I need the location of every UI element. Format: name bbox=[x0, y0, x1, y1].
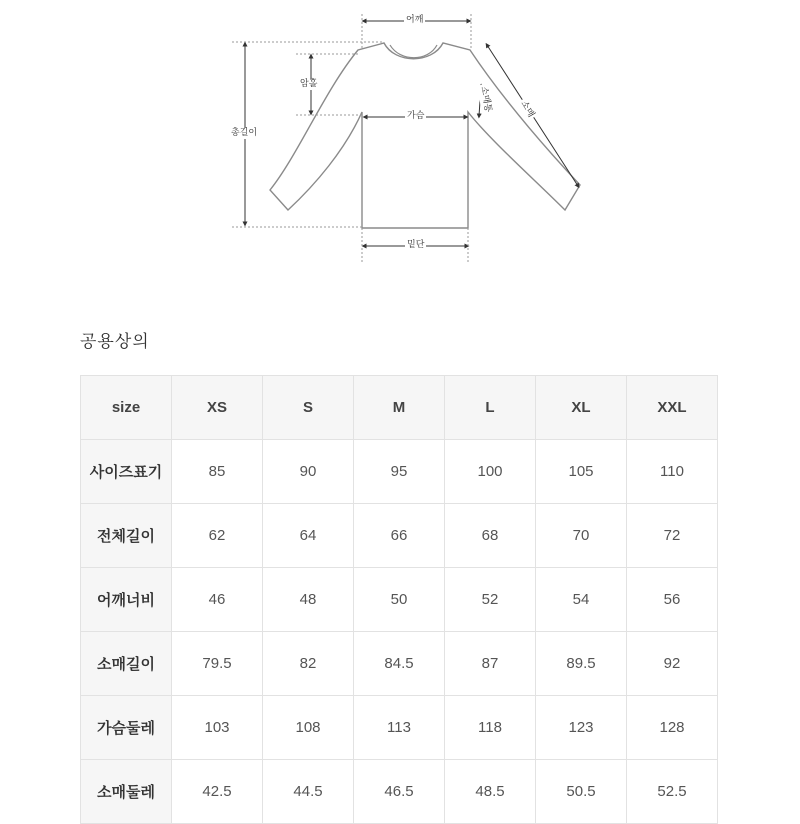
table-cell: 118 bbox=[445, 696, 536, 760]
row-header: 소매둘레 bbox=[81, 760, 172, 824]
table-cell: 105 bbox=[536, 440, 627, 504]
table-cell: 72 bbox=[627, 504, 718, 568]
size-header-s: S bbox=[263, 376, 354, 440]
table-cell: 54 bbox=[536, 568, 627, 632]
hem-label: 밑단 bbox=[407, 240, 425, 250]
table-cell: 79.5 bbox=[172, 632, 263, 696]
table-cell: 52 bbox=[445, 568, 536, 632]
table-cell: 68 bbox=[445, 504, 536, 568]
table-cell: 89.5 bbox=[536, 632, 627, 696]
table-cell: 70 bbox=[536, 504, 627, 568]
shirt-diagram-graphic bbox=[0, 0, 800, 300]
table-cell: 46.5 bbox=[354, 760, 445, 824]
table-cell: 52.5 bbox=[627, 760, 718, 824]
table-cell: 110 bbox=[627, 440, 718, 504]
table-row-sleeve-length bbox=[81, 632, 718, 696]
table-cell: 56 bbox=[627, 568, 718, 632]
table-row-size-label bbox=[81, 440, 718, 504]
table-cell: 46 bbox=[172, 568, 263, 632]
table-cell: 66 bbox=[354, 504, 445, 568]
garment-measurement-diagram bbox=[0, 0, 800, 300]
table-row-chest bbox=[81, 696, 718, 760]
size-header-row bbox=[81, 376, 718, 440]
chest-label: 가슴 bbox=[407, 111, 425, 121]
table-cell: 108 bbox=[263, 696, 354, 760]
table-cell: 50 bbox=[354, 568, 445, 632]
table-cell: 50.5 bbox=[536, 760, 627, 824]
table-cell: 128 bbox=[627, 696, 718, 760]
armhole-label: 암홀 bbox=[300, 79, 318, 89]
table-cell: 44.5 bbox=[263, 760, 354, 824]
row-header: 소매길이 bbox=[81, 632, 172, 696]
table-cell: 84.5 bbox=[354, 632, 445, 696]
section-title: 공용상의 bbox=[80, 332, 150, 352]
shoulder-label: 어깨 bbox=[406, 15, 424, 25]
size-header-xl: XL bbox=[536, 376, 627, 440]
table-cell: 85 bbox=[172, 440, 263, 504]
table-cell: 123 bbox=[536, 696, 627, 760]
row-header: 가슴둘레 bbox=[81, 696, 172, 760]
table-row-total-length bbox=[81, 504, 718, 568]
shirt-outline bbox=[270, 43, 580, 228]
sleeve-width-label: 소매통 bbox=[477, 84, 493, 116]
size-header-l: L bbox=[445, 376, 536, 440]
size-corner-header: size bbox=[81, 376, 172, 440]
row-header: 사이즈표기 bbox=[81, 440, 172, 504]
table-cell: 62 bbox=[172, 504, 263, 568]
table-cell: 48 bbox=[263, 568, 354, 632]
table-cell: 113 bbox=[354, 696, 445, 760]
table-cell: 90 bbox=[263, 440, 354, 504]
sleeve-label: 소매 bbox=[517, 97, 537, 121]
table-cell: 87 bbox=[445, 632, 536, 696]
table-cell: 42.5 bbox=[172, 760, 263, 824]
table-cell: 100 bbox=[445, 440, 536, 504]
table-cell: 103 bbox=[172, 696, 263, 760]
size-header-m: M bbox=[354, 376, 445, 440]
table-row-shoulder-width bbox=[81, 568, 718, 632]
table-cell: 92 bbox=[627, 632, 718, 696]
table-cell: 64 bbox=[263, 504, 354, 568]
table-cell: 82 bbox=[263, 632, 354, 696]
table-cell: 48.5 bbox=[445, 760, 536, 824]
size-header-xs: XS bbox=[172, 376, 263, 440]
size-table bbox=[80, 375, 718, 824]
table-cell: 95 bbox=[354, 440, 445, 504]
row-header: 어깨너비 bbox=[81, 568, 172, 632]
table-row-sleeve-circumference bbox=[81, 760, 718, 824]
row-header: 전체길이 bbox=[81, 504, 172, 568]
size-header-xxl: XXL bbox=[627, 376, 718, 440]
total-length-label: 총길이 bbox=[231, 128, 258, 138]
